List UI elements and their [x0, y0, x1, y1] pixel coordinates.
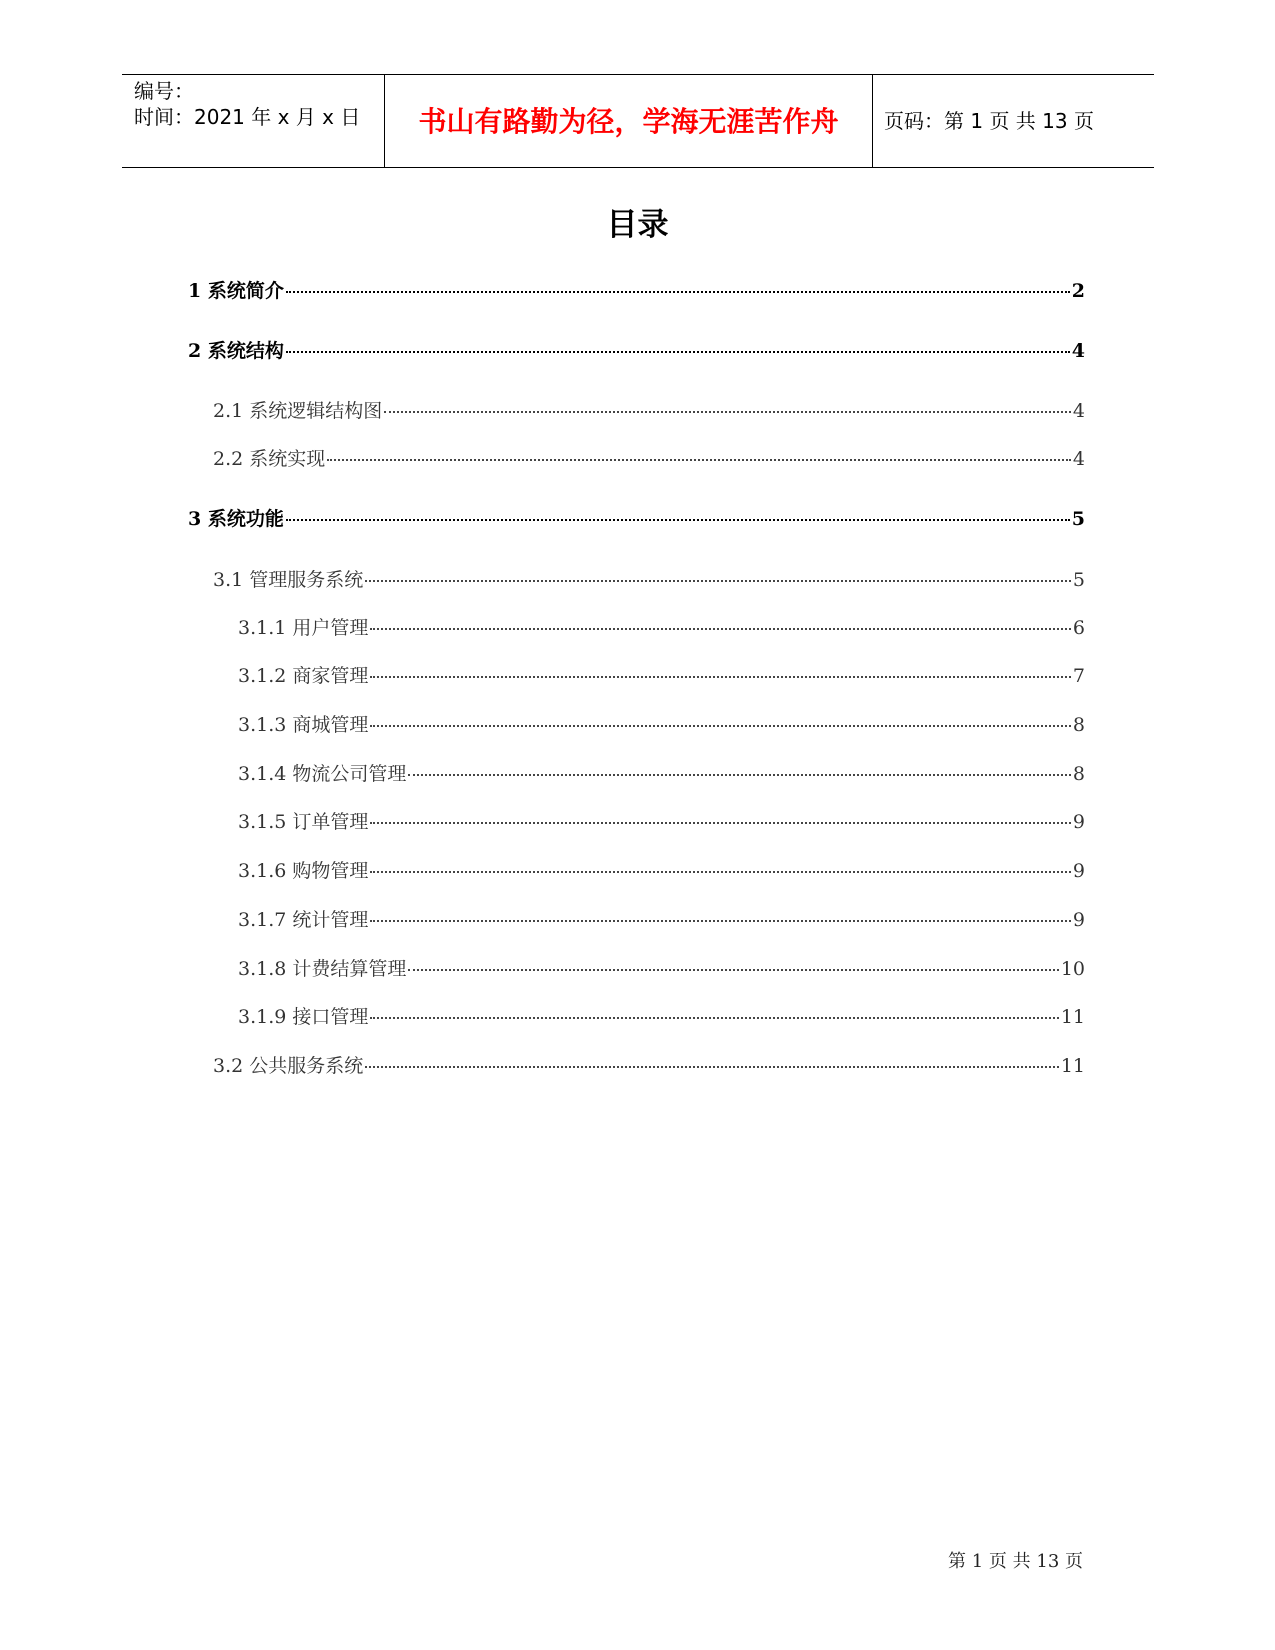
- toc-entry-label: 3.1.7 统计管理: [238, 909, 369, 931]
- toc-entry-label: 3.1.9 接口管理: [238, 1006, 369, 1028]
- header-page-cell: [872, 75, 1154, 167]
- toc-leader-dots: [370, 822, 1071, 824]
- toc-entry[interactable]: [238, 907, 1085, 933]
- toc-entry-page: 2: [1071, 280, 1085, 302]
- toc-leader-dots: [327, 459, 1071, 461]
- toc-entry-page: 8: [1072, 763, 1085, 785]
- toc-leader-dots: [370, 628, 1071, 630]
- toc-entry-page: 4: [1071, 340, 1085, 362]
- toc-entry-page: 11: [1060, 1006, 1085, 1028]
- toc-leader-dots: [370, 676, 1071, 678]
- toc-leader-dots: [286, 519, 1070, 521]
- toc-leader-dots: [370, 1017, 1058, 1019]
- toc-entry-page: 11: [1060, 1055, 1085, 1077]
- toc-entry-page: 4: [1072, 400, 1085, 422]
- toc-entry[interactable]: [188, 278, 1085, 304]
- toc-entry-page: 5: [1072, 569, 1085, 591]
- toc-leader-dots: [370, 725, 1071, 727]
- toc-entry-label: 3.1.4 物流公司管理: [238, 763, 407, 785]
- document-number-label: 编号：: [134, 79, 194, 103]
- toc-entry[interactable]: [188, 338, 1085, 364]
- toc-entry-label: 2.1 系统逻辑结构图: [213, 400, 383, 422]
- header-motto-cell: [384, 75, 873, 167]
- document-time-label: 时间：2021 年 x 月 x 日: [134, 105, 361, 129]
- toc-entry-page: 10: [1060, 958, 1085, 980]
- page-footer: 第 1 页 共 13 页: [948, 1551, 1083, 1572]
- toc-entry-label: 3.1.1 用户管理: [238, 617, 369, 639]
- toc-entry-page: 5: [1071, 508, 1085, 530]
- header-motto: 书山有路勤为径，学海无涯苦作舟: [418, 105, 839, 138]
- toc-entry-label: 2 系统结构: [188, 340, 284, 362]
- toc-entry[interactable]: [238, 712, 1085, 738]
- toc-entry-page: 9: [1072, 909, 1085, 931]
- toc-entry-label: 3.1.6 购物管理: [238, 860, 369, 882]
- toc-leader-dots: [384, 411, 1071, 413]
- toc-entry[interactable]: [238, 858, 1085, 884]
- header-info-cell: [122, 75, 384, 167]
- toc-leader-dots: [365, 1066, 1059, 1068]
- toc-entry-page: 7: [1072, 665, 1085, 687]
- toc-entry-label: 3.1.8 计费结算管理: [238, 958, 407, 980]
- toc-entry-page: 6: [1072, 617, 1085, 639]
- toc-entry[interactable]: [213, 446, 1085, 472]
- toc-entry-page: 9: [1072, 811, 1085, 833]
- toc-entry-label: 3.2 公共服务系统: [213, 1055, 364, 1077]
- toc-entry[interactable]: [213, 567, 1085, 593]
- header-page-info: 页码：第 1 页 共 13 页: [884, 109, 1094, 133]
- toc-entry[interactable]: [238, 809, 1085, 835]
- toc-leader-dots: [365, 580, 1071, 582]
- toc-entry-label: 3 系统功能: [188, 508, 284, 530]
- toc-entry[interactable]: [238, 615, 1085, 641]
- toc-leader-dots: [370, 920, 1071, 922]
- toc-leader-dots: [370, 871, 1071, 873]
- toc-entry-page: 4: [1072, 448, 1085, 470]
- toc-entry[interactable]: [238, 1004, 1085, 1030]
- toc-leader-dots: [408, 774, 1071, 776]
- toc-entry[interactable]: [213, 398, 1085, 424]
- toc-title: 目录: [606, 207, 669, 243]
- toc-entry-label: 3.1.3 商城管理: [238, 714, 369, 736]
- toc-entry[interactable]: [238, 663, 1085, 689]
- toc-entry-label: 1 系统简介: [188, 280, 284, 302]
- toc-leader-dots: [286, 351, 1070, 353]
- page-header: [122, 74, 1154, 168]
- toc-entry-page: 9: [1072, 860, 1085, 882]
- toc-entry[interactable]: [238, 761, 1085, 787]
- toc-entry-label: 3.1.2 商家管理: [238, 665, 369, 687]
- toc-entry-label: 3.1 管理服务系统: [213, 569, 364, 591]
- toc-entry-label: 2.2 系统实现: [213, 448, 326, 470]
- toc-entry[interactable]: [188, 506, 1085, 532]
- toc-entry-label: 3.1.5 订单管理: [238, 811, 369, 833]
- toc-entry[interactable]: [213, 1053, 1085, 1079]
- toc-entry-page: 8: [1072, 714, 1085, 736]
- toc-leader-dots: [286, 291, 1070, 293]
- toc-entry[interactable]: [238, 956, 1085, 982]
- toc-leader-dots: [408, 969, 1058, 971]
